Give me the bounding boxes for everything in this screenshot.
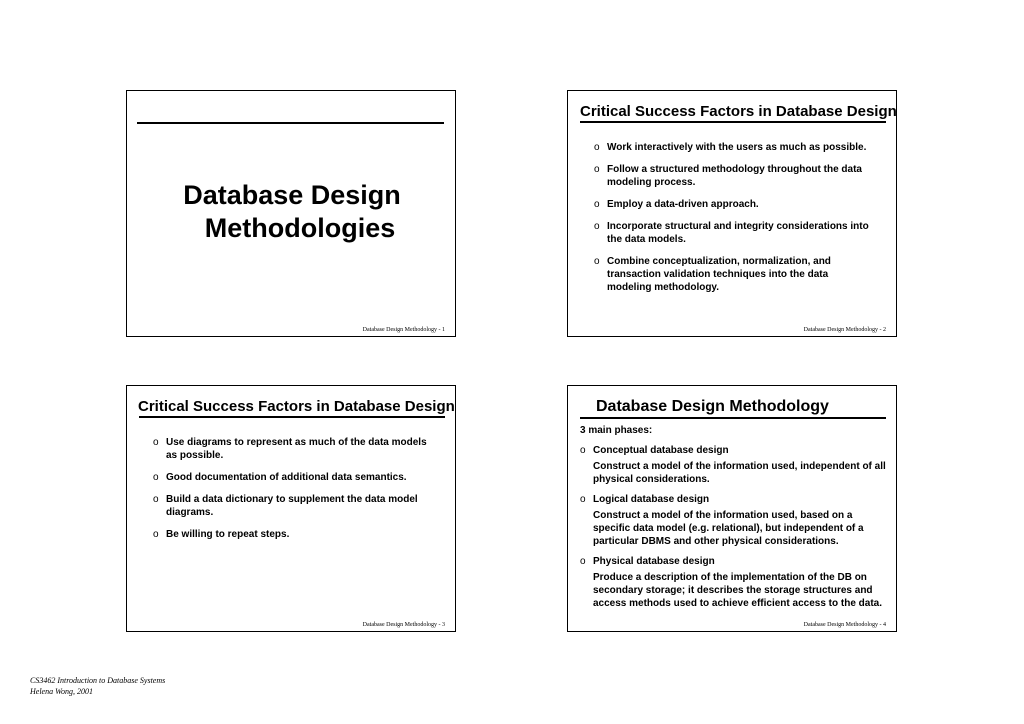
bullet-icon: o	[580, 556, 586, 567]
slide-1	[126, 90, 456, 337]
author-name: Helena Wong, 2001	[30, 687, 94, 696]
list-item	[153, 471, 428, 484]
slide-footer: Database Design Methodology - 4	[803, 622, 886, 628]
bullet-icon: o	[153, 472, 159, 483]
title-line-2: Methodologies	[204, 213, 396, 243]
item-text: Build a data dictionary to supplement the data model diagrams.	[166, 494, 418, 518]
item-text: Incorporate structural and integrity considerations into the data models.	[607, 221, 869, 245]
slide-footer: Database Design Methodology - 3	[362, 622, 445, 628]
phase-description: Construct a model of the information used, independent of all physical considerations.	[593, 461, 886, 485]
bullet-icon: o	[594, 142, 600, 153]
phase-item	[580, 444, 890, 486]
slide-title: Critical Success Factors in Database Design	[580, 103, 897, 120]
list-item	[153, 493, 428, 519]
list-item	[153, 528, 428, 541]
item-text: Follow a structured methodology throughout the data modeling process.	[607, 164, 862, 188]
intro-text: 3 main phases:	[580, 425, 653, 436]
item-text: Be willing to repeat steps.	[166, 529, 290, 540]
title-rule	[137, 122, 444, 124]
bullet-icon: o	[580, 494, 586, 505]
item-text: Good documentation of additional data semantics.	[166, 472, 407, 483]
phase-description: Produce a description of the implementation of the DB on secondary storage; it describes the storage structures and access methods used to achieve efficient access to the data.	[593, 572, 883, 609]
phase-description: Construct a model of the information used, based on a specific data model (e.g. relational), but independent of a particular DBMS and other physical considerations.	[593, 510, 864, 547]
phase-item	[580, 493, 890, 548]
bullet-list	[153, 436, 428, 550]
list-item	[594, 220, 869, 246]
title-rule	[580, 121, 886, 123]
slide-footer: Database Design Methodology - 2	[803, 327, 886, 333]
phase-name: Conceptual database design	[593, 445, 729, 456]
slide-4	[567, 385, 897, 632]
title-rule	[139, 416, 445, 418]
slide-3	[126, 385, 456, 632]
title-line-1: Database Design	[183, 180, 401, 210]
list-item	[153, 436, 428, 462]
bullet-icon: o	[153, 529, 159, 540]
item-text: Combine conceptualization, normalization, and transaction validation techniques into the data modeling methodology.	[607, 256, 831, 293]
bullet-icon: o	[580, 445, 586, 456]
page-credits	[30, 675, 165, 697]
slide-2	[567, 90, 897, 337]
bullet-list	[594, 141, 869, 303]
list-item	[594, 163, 869, 189]
list-item	[594, 141, 869, 154]
slide-title: Critical Success Factors in Database Design	[138, 398, 455, 415]
phase-item	[580, 555, 890, 610]
bullet-icon: o	[153, 437, 159, 448]
slide-title	[127, 179, 457, 245]
bullet-icon: o	[594, 164, 600, 175]
item-text: Use diagrams to represent as much of the data models as possible.	[166, 437, 427, 461]
slide-footer: Database Design Methodology - 1	[362, 327, 445, 333]
bullet-icon: o	[594, 256, 600, 267]
item-text: Work interactively with the users as much as possible.	[607, 142, 867, 153]
bullet-icon: o	[594, 199, 600, 210]
phase-list	[580, 444, 890, 617]
bullet-icon: o	[594, 221, 600, 232]
item-text: Employ a data-driven approach.	[607, 199, 759, 210]
list-item	[594, 255, 869, 294]
course-name: CS3462 Introduction to Database Systems	[30, 676, 166, 685]
list-item	[594, 198, 869, 211]
slide-title: Database Design Methodology	[596, 398, 829, 415]
title-rule	[580, 417, 886, 419]
phase-name: Logical database design	[593, 494, 710, 505]
phase-name: Physical database design	[593, 556, 715, 567]
bullet-icon: o	[153, 494, 159, 505]
